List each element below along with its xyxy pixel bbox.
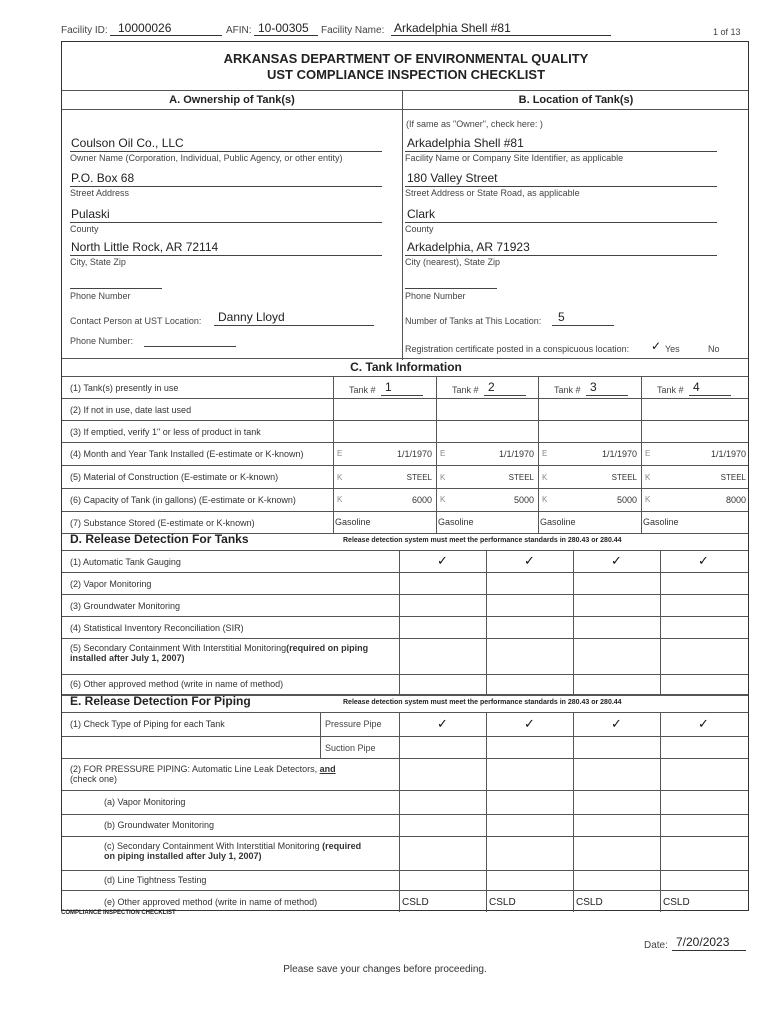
underline [586,395,628,396]
afin-label: AFIN: [226,25,252,36]
release-detection-row-label: (1) Automatic Tank Gauging [70,557,181,567]
divider [660,550,661,694]
page-number: 1 of 13 [713,27,741,37]
underline [381,395,423,396]
underline [144,346,236,347]
other-method-value[interactable]: CSLD [576,897,603,908]
divider [62,638,748,639]
owner-city-label: City, State Zip [70,257,126,267]
divider [62,695,748,696]
release-detection-row [70,679,283,689]
tank-capacity-value[interactable]: 8000 [725,495,746,505]
tank-substance-value[interactable]: Gasoline [643,517,679,527]
owner-city-value[interactable]: North Little Rock, AR 72114 [71,240,219,254]
vapor-monitoring-label: (a) Vapor Monitoring [104,797,186,807]
facility-id-label: Facility ID: [61,25,108,36]
secondary-containment-label: (c) Secondary Containment With Interstitial Monitoring [104,841,320,851]
tank-substance-value[interactable]: Gasoline [335,517,371,527]
estimate-known-code: K [542,473,548,482]
check-mark-icon[interactable]: ✓ [698,553,709,568]
secondary-containment-note-1: (required [322,841,362,851]
location-street-value[interactable]: 180 Valley Street [407,171,498,185]
divider [62,674,748,675]
release-detection-row-note: (required on piping installed after July 1, 2007) [70,643,369,663]
estimate-known-code: K [645,473,651,482]
tank-material-value[interactable]: STEEL [611,473,637,482]
section-a-heading: A. Ownership of Tank(s) [169,94,295,106]
estimate-known-code: K [440,473,446,482]
no-option[interactable]: No [708,344,720,354]
same-as-owner-note[interactable]: (If same as "Owner", check here: ) [406,119,543,129]
release-detection-row-label: (2) Vapor Monitoring [70,579,152,589]
pressure-piping-check-one: (check one) [70,774,118,784]
estimate-known-code: K [542,495,548,504]
divider [62,90,748,91]
divider [62,109,748,110]
tank-number-label: Tank # [349,385,376,395]
divider [62,442,748,443]
num-tanks-label: Number of Tanks at This Location: [405,316,542,326]
estimate-known-code: K [645,495,651,504]
section-e-note: Release detection system must meet the performance standards in 280.43 or 280.44 [343,699,622,706]
form-title-line1: ARKANSAS DEPARTMENT OF ENVIRONMENTAL QUALITY [223,51,589,66]
pressure-pipe-label: Pressure Pipe [325,719,382,729]
release-detection-row [70,623,244,633]
form-title-line2: UST COMPLIANCE INSPECTION CHECKLIST [266,67,546,82]
divider [62,814,748,815]
facility-id-underline [110,35,222,36]
contact-person-label: Contact Person at UST Location: [70,316,202,326]
other-method-value[interactable]: CSLD [402,897,429,908]
tank-installed-value[interactable]: 1/1/1970 [498,449,534,459]
estimate-known-code: E [542,449,548,458]
pressure-piping-row [70,764,390,784]
tank-material-value[interactable]: STEEL [720,473,746,482]
divider [62,736,748,737]
divider [62,594,748,595]
other-method-value[interactable]: CSLD [663,897,690,908]
divider [333,376,334,533]
tank-capacity-value[interactable]: 6000 [411,495,432,505]
yes-check-mark[interactable]: ✓ [651,339,662,353]
estimate-known-code: E [440,449,446,458]
owner-county-label: County [70,224,99,234]
tank-installed-value[interactable]: 1/1/1970 [601,449,637,459]
yes-option[interactable]: Yes [665,344,680,354]
secondary-containment-note-2: on piping installed after July 1, 2007) [104,851,262,861]
location-name-label: Facility Name or Company Site Identifier, as applicable [405,153,624,163]
tank-material-value[interactable]: STEEL [508,473,534,482]
tank-installed-value[interactable]: 1/1/1970 [396,449,432,459]
divider [62,511,748,512]
tank-number-value[interactable]: 1 [385,380,392,394]
tank-info-row-label: (7) Substance Stored (E-estimate or K-known) [70,518,255,528]
contact-person-value[interactable]: Danny Lloyd [218,310,285,324]
check-mark-icon[interactable]: ✓ [524,553,535,568]
facility-name-underline [391,35,611,36]
divider [62,712,748,713]
release-detection-row-label: (3) Groundwater Monitoring [70,601,181,611]
tank-number-value[interactable]: 2 [488,380,495,394]
contact-phone-label: Phone Number: [70,336,134,346]
location-name-value[interactable]: Arkadelphia Shell #81 [407,136,524,150]
afin-value[interactable]: 10-00305 [258,21,309,35]
divider [62,572,748,573]
section-b-heading: B. Location of Tank(s) [518,94,634,106]
tank-info-row-label: (3) If emptied, verify 1" or less of product in tank [70,427,261,437]
estimate-known-code: E [645,449,651,458]
tank-info-row-label: (2) If not in use, date last used [70,405,192,415]
divider [486,712,487,912]
tank-number-value[interactable]: 3 [590,380,597,394]
tank-substance-value[interactable]: Gasoline [540,517,576,527]
divider [62,358,748,359]
divider [399,712,400,912]
owner-street-label: Street Address [70,188,130,198]
divider [62,376,748,377]
underline [70,222,382,223]
tank-number-value[interactable]: 4 [693,380,700,394]
divider [62,550,748,551]
section-c-heading: C. Tank Information [350,360,462,374]
release-detection-row-label: (6) Other approved method (write in name of method) [70,679,284,689]
groundwater-monitoring-label: (b) Groundwater Monitoring [104,820,215,830]
registration-label: Registration certificate posted in a conspicuous location: [405,344,630,354]
estimate-known-code: K [337,473,343,482]
date-value[interactable]: 7/20/2023 [676,935,730,949]
underline [405,288,497,289]
estimate-known-code: K [337,495,343,504]
divider [399,550,400,694]
underline [70,288,162,289]
afin-underline [254,35,318,36]
underline [552,325,614,326]
release-detection-row [70,579,151,589]
divider [660,712,661,912]
date-underline [672,950,746,951]
divider [62,790,748,791]
release-detection-row [70,601,180,611]
facility-name-label: Facility Name: [321,25,385,36]
estimate-known-code: E [337,449,343,458]
section-d-heading: D. Release Detection For Tanks [70,532,249,546]
tank-number-label: Tank # [452,385,479,395]
tank-installed-value[interactable]: 1/1/1970 [710,449,746,459]
secondary-containment-row [104,841,394,861]
release-detection-row-label: (4) Statistical Inventory Reconciliation (SIR) [70,623,244,633]
divider [62,465,748,466]
divider [436,376,437,533]
save-note: Please save your changes before proceeding. [283,964,487,975]
owner-name-value[interactable]: Coulson Oil Co., LLC [71,136,184,150]
underline [214,325,374,326]
check-mark-icon[interactable]: ✓ [611,553,622,568]
release-detection-row [70,557,181,567]
owner-county-value[interactable]: Pulaski [71,207,110,221]
line-tightness-label: (d) Line Tightness Testing [104,875,207,885]
tank-info-row-label: (4) Month and Year Tank Installed (E-estimate or K-known) [70,449,304,459]
divider [62,398,748,399]
underline [70,151,382,152]
checklist-footer-label: COMPLIANCE INSPECTION CHECKLIST [61,910,176,916]
check-mark-icon[interactable]: ✓ [611,716,622,731]
tank-info-row-label: (1) Tank(s) presently in use [70,383,179,393]
divider [573,550,574,694]
num-tanks-value[interactable]: 5 [558,310,565,324]
divider [573,712,574,912]
tank-number-label: Tank # [657,385,684,395]
check-mark-icon[interactable]: ✓ [437,716,448,731]
divider [62,420,748,421]
underline [405,255,717,256]
divider [62,870,748,871]
tank-capacity-value[interactable]: 5000 [616,495,637,505]
divider [641,376,642,533]
owner-name-label: Owner Name (Corporation, Individual, Public Agency, or other entity) [70,153,343,163]
location-city-label: City (nearest), State Zip [405,257,501,267]
tank-info-row-label: (6) Capacity of Tank (in gallons) (E-estimate or K-known) [70,495,296,505]
piping-type-label: (1) Check Type of Piping for each Tank [70,719,225,729]
underline [405,186,717,187]
other-method-label: (e) Other approved method (write in name of method) [104,897,318,907]
owner-phone-label: Phone Number [70,291,131,301]
section-e-heading: E. Release Detection For Piping [70,694,251,708]
tank-substance-value[interactable]: Gasoline [438,517,474,527]
tank-info-row-label: (5) Material of Construction (E-estimate or K-known) [70,472,279,482]
check-mark-icon[interactable]: ✓ [524,716,535,731]
underline [70,186,382,187]
tank-capacity-value[interactable]: 5000 [513,495,534,505]
divider [62,758,748,759]
facility-name-value[interactable]: Arkadelphia Shell #81 [394,21,511,35]
pressure-piping-label: (2) FOR PRESSURE PIPING: Automatic Line Leak Detectors, [70,764,318,774]
tank-number-label: Tank # [554,385,581,395]
owner-street-value[interactable]: P.O. Box 68 [71,171,135,185]
underline [70,255,382,256]
location-county-value[interactable]: Clark [407,207,436,221]
underline [689,395,731,396]
divider [320,712,321,758]
divider [62,488,748,489]
location-street-label: Street Address or State Road, as applicable [405,188,580,198]
divider [486,550,487,694]
location-city-value[interactable]: Arkadelphia, AR 71923 [407,240,530,254]
divider [402,90,403,360]
check-mark-icon[interactable]: ✓ [698,716,709,731]
pressure-piping-and: and [319,764,336,774]
underline [405,151,717,152]
divider [62,890,748,891]
facility-id-value[interactable]: 10000026 [118,21,172,35]
section-d-note: Release detection system must meet the performance standards in 280.43 or 280.44 [343,537,622,544]
divider [62,533,748,534]
location-phone-label: Phone Number [405,291,466,301]
date-label: Date: [644,940,668,951]
release-detection-row [70,643,370,663]
divider [62,616,748,617]
divider [62,836,748,837]
check-mark-icon[interactable]: ✓ [437,553,448,568]
underline [484,395,526,396]
location-county-label: County [405,224,434,234]
release-detection-row-label: (5) Secondary Containment With Interstitial Monitoring [70,643,287,653]
inspection-form [61,41,749,911]
divider [538,376,539,533]
tank-material-value[interactable]: STEEL [406,473,432,482]
other-method-value[interactable]: CSLD [489,897,516,908]
underline [405,222,717,223]
estimate-known-code: K [440,495,446,504]
suction-pipe-label: Suction Pipe [325,743,376,753]
